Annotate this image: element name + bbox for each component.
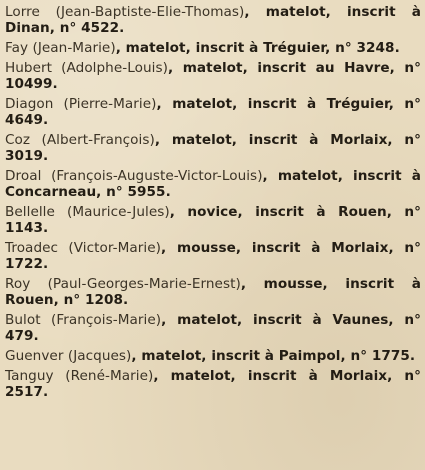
entry-role: , mousse,	[240, 275, 328, 292]
entry-name: Roy (Paul-Georges-Marie-Ernest)	[5, 275, 241, 292]
entry-registration: inscrit à Dinan, n° 4522.	[5, 4, 421, 37]
entry-diagon	[5, 96, 421, 128]
entry-registration: inscrit à Concarneau, n° 5955.	[5, 167, 421, 200]
entry-troadec	[5, 240, 421, 272]
entry-lorre	[5, 4, 421, 36]
entry-name: Hubert (Adolphe-Louis)	[5, 59, 168, 76]
entry-role: , matelot,	[154, 131, 237, 148]
entry-role: , matelot,	[161, 311, 243, 328]
entry-role: , matelot,	[131, 347, 207, 364]
entry-registration: inscrit à Vaunes, n° 479.	[5, 311, 421, 344]
entry-bulot	[5, 312, 421, 344]
entry-hubert	[5, 60, 421, 92]
entry-registration: inscrit à Paimpol, n° 1775.	[206, 347, 416, 364]
entry-role: , matelot,	[244, 4, 331, 20]
entry-name: Bulot (François-Marie)	[5, 311, 162, 328]
entry-name: Tanguy (René-Marie)	[5, 367, 154, 384]
entry-role: , mousse,	[161, 239, 242, 256]
entry-role: , matelot,	[156, 95, 238, 112]
entry-registration: inscrit à Morlaix, n° 2517.	[5, 367, 421, 400]
entry-role: , matelot,	[262, 167, 343, 184]
entry-registration: inscrit à Rouen, n° 1208.	[5, 275, 421, 308]
entry-name: Lorre (Jean-Baptiste-Elie-Thomas)	[5, 4, 245, 20]
entry-registration: inscrit à Morlaix, n° 1722.	[5, 239, 421, 272]
entry-role: , matelot,	[153, 367, 236, 384]
entry-registration: inscrit à Morlaix, n° 3019.	[5, 131, 421, 164]
entry-registration: inscrit au Havre, n° 10499.	[5, 59, 421, 92]
entry-name: Guenver (Jacques)	[5, 347, 132, 364]
entry-name: Troadec (Victor-Marie)	[5, 239, 162, 256]
entry-fay	[5, 40, 421, 56]
entry-droal	[5, 168, 421, 200]
entry-name: Diagon (Pierre-Marie)	[5, 95, 157, 112]
entry-registration: inscrit à Tréguier, n° 3248.	[190, 40, 400, 56]
entry-name: Fay (Jean-Marie)	[5, 40, 116, 56]
entry-bellelle	[5, 204, 421, 236]
entry-registration: inscrit à Rouen, n° 1143.	[5, 203, 421, 236]
entry-roy	[5, 276, 421, 308]
entry-guenver	[5, 348, 421, 364]
entry-role: , matelot,	[115, 40, 191, 56]
entry-tanguy	[5, 368, 421, 400]
entry-role: , novice,	[169, 203, 243, 220]
entry-coz	[5, 132, 421, 164]
entry-name: Droal (François-Auguste-Victor-Louis)	[5, 167, 263, 184]
entry-name: Bellelle (Maurice-Jules)	[5, 203, 170, 220]
entry-name: Coz (Albert-François)	[5, 131, 155, 148]
entry-role: , matelot,	[167, 59, 248, 76]
entry-registration: inscrit à Tréguier, n° 4649.	[5, 95, 421, 128]
